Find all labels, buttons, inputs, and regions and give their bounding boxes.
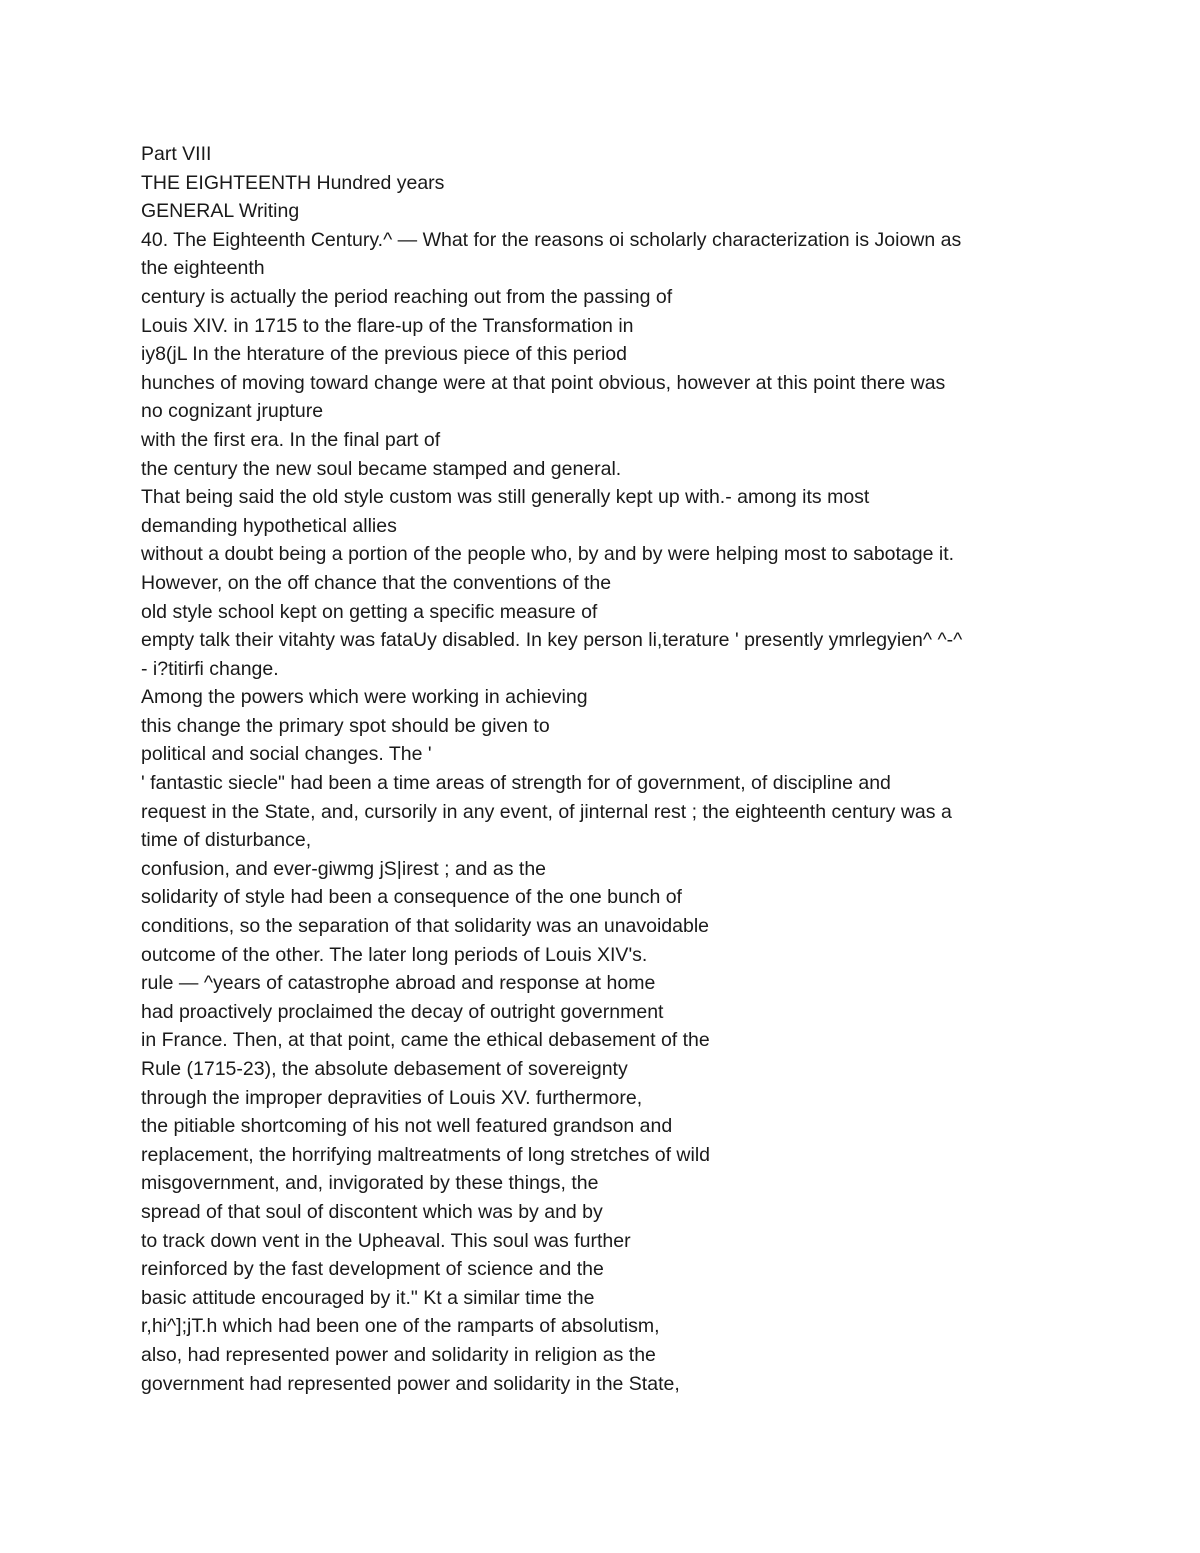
text-line: misgovernment, and, invigorated by these things, the (141, 1172, 599, 1195)
text-line: - i?titirfi change. (141, 657, 279, 680)
text-line: hunches of moving toward change were at that point obvious, however at this point there was (141, 371, 946, 394)
text-line: reinforced by the fast development of science and the (141, 1258, 604, 1281)
section-subtitle: GENERAL Writing (141, 200, 300, 223)
text-line: Louis XIV. in 1715 to the flare-up of the Transformation in (141, 314, 634, 337)
text-line: in France. Then, at that point, came the ethical debasement of the (141, 1029, 710, 1052)
part-heading: Part VIII (141, 143, 212, 165)
text-line: spread of that soul of discontent which was by and by (141, 1200, 603, 1223)
text-line: through the improper depravities of Louis XV. furthermore, (141, 1086, 643, 1109)
text-line: ' fantastic siecle" had been a time areas of strength for of government, of discipline and (141, 772, 891, 795)
text-line: However, on the off chance that the conventions of the (141, 571, 612, 594)
text-line: political and social changes. The ' (141, 743, 432, 766)
text-line: basic attitude encouraged by it." Kt a similar time the (141, 1286, 595, 1309)
text-line: this change the primary spot should be given to (141, 714, 550, 737)
text-line: Rule (1715-23), the absolute debasement of sovereignty (141, 1058, 628, 1080)
text-line: no cognizant jrupture (141, 400, 324, 423)
text-line: old style school kept on getting a specific measure of (141, 600, 598, 623)
text-line: rule — ^years of catastrophe abroad and response at home (141, 972, 656, 995)
text-line: century is actually the period reaching out from the passing of (141, 285, 673, 308)
text-line: the pitiable shortcoming of his not well featured grandson and (141, 1115, 673, 1138)
text-line: empty talk their vitahty was fataUy disabled. In key person li,terature ' presently ymrlegyien^ ^-^ (141, 629, 963, 652)
text-line: time of disturbance, (141, 829, 312, 852)
text-line: to track down vent in the Upheaval. This soul was further (141, 1229, 631, 1252)
text-line: outcome of the other. The later long periods of Louis XIV's. (141, 943, 648, 966)
text-line: the century the new soul became stamped and general. (141, 457, 622, 480)
text-line: government had represented power and solidarity in the State, (141, 1372, 680, 1395)
text-line: conditions, so the separation of that solidarity was an unavoidable (141, 915, 710, 938)
text-line: demanding hypothetical allies (141, 514, 397, 537)
text-line: the eighteenth (141, 257, 265, 280)
text-line: request in the State, and, cursorily in any event, of jinternal rest ; the eighteenth century was a (141, 800, 952, 823)
text-line: iy8(jL In the hterature of the previous piece of this period (141, 343, 627, 366)
text-line: That being said the old style custom was still generally kept up with.- among its most (141, 486, 870, 509)
text-line: replacement, the horrifying maltreatments of long stretches of wild (141, 1143, 711, 1166)
text-line: with the first era. In the final part of (141, 428, 441, 451)
text-line: had proactively proclaimed the decay of outright government (141, 1000, 664, 1023)
body-text (141, 140, 1071, 1398)
section-title: THE EIGHTEENTH Hundred years (141, 171, 445, 194)
text-line: Among the powers which were working in achieving (141, 686, 588, 709)
text-line: 40. The Eighteenth Century.^ — What for the reasons oi scholarly characterization is Joiown as (141, 228, 962, 251)
text-line: confusion, and ever-giwmg jS|irest ; and as the (141, 857, 547, 880)
text-line: without a doubt being a portion of the people who, by and by were helping most to sabotage it. (141, 543, 955, 566)
text-line: solidarity of style had been a consequence of the one bunch of (141, 886, 682, 909)
text-line: also, had represented power and solidarity in religion as the (141, 1343, 656, 1366)
text-line: r,hi^];jT.h which had been one of the ramparts of absolutism, (141, 1315, 660, 1338)
